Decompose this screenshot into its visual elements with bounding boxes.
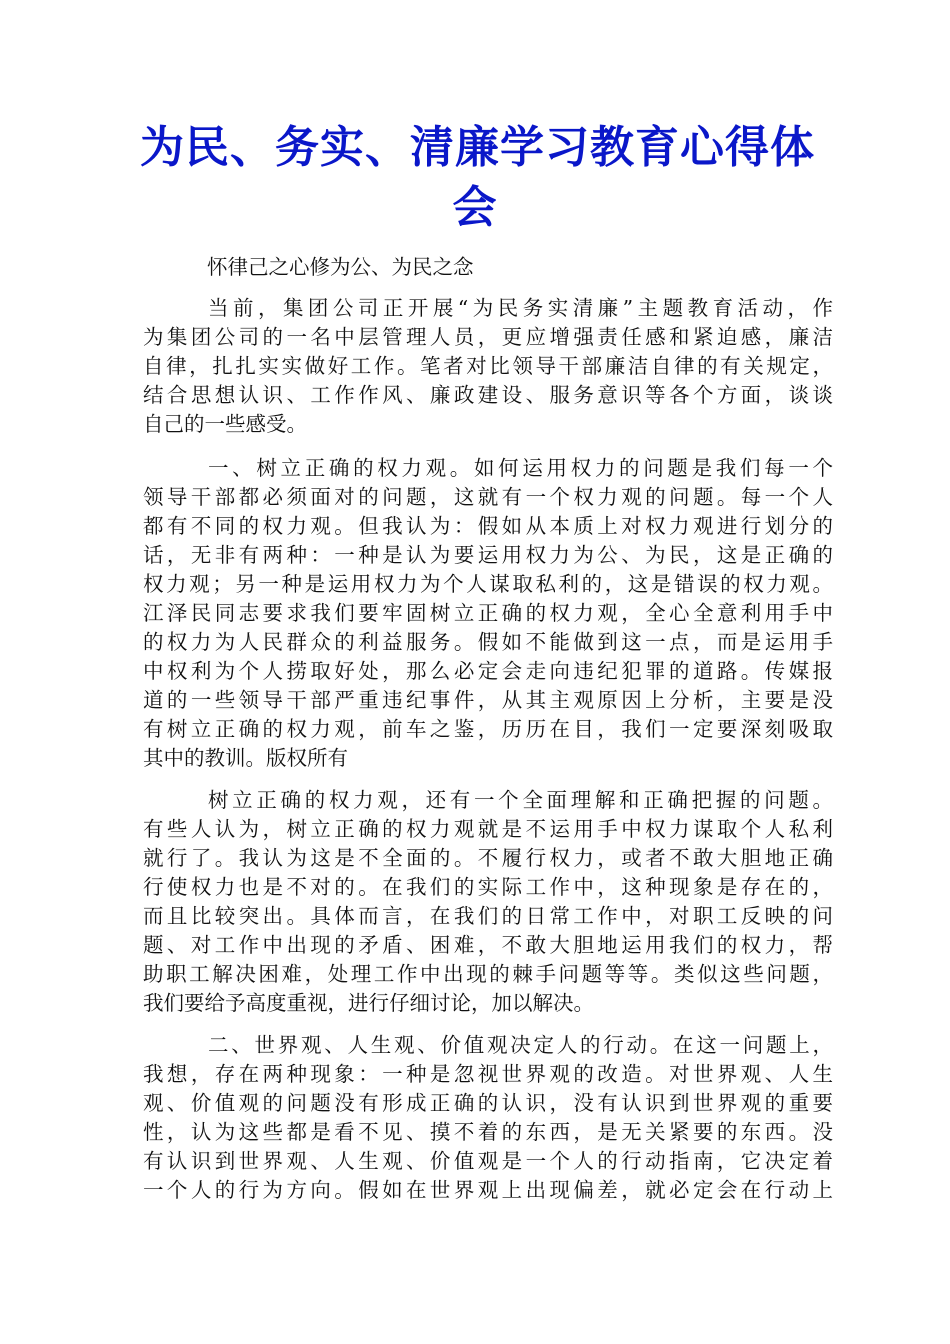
text-line: 二、世界观、人生观、价值观决定人的行动。在这一问题上， [208,1033,833,1057]
text-line: 领导干部都必须面对的问题，这就有一个权力观的问题。每一个人 [143,485,833,509]
text-line: 有认识到世界观、人生观、价值观是一个人的行动指南，它决定着 [143,1149,833,1173]
text-line: 行使权力也是不对的。在我们的实际工作中，这种现象是存在的， [143,875,833,899]
text-line: 当前，集团公司正开展“为民务实清廉”主题教育活动，作 [208,296,833,320]
paragraph-4 [143,1031,833,1205]
text-line: 有树立正确的权力观，前车之鉴，历历在目，我们一定要深刻吸取 [143,717,833,741]
text-line: 江泽民同志要求我们要牢固树立正确的权力观，全心全意利用手中 [143,601,833,625]
text-line: 性，认为这些都是看不见、摸不着的东西，是无关紧要的东西。没 [143,1120,833,1144]
text-line: 为集团公司的一名中层管理人员，更应增强责任感和紧迫感，廉洁 [143,325,833,349]
document-title [140,118,815,238]
text-line: 中权利为个人捞取好处，那么必定会走向违纪犯罪的道路。传媒报 [143,659,833,683]
title-line: 会 [452,182,498,233]
text-line: 有些人认为，树立正确的权力观就是不运用手中权力谋取个人私利 [143,817,833,841]
text-line: 一、树立正确的权力观。如何运用权力的问题是我们每一个 [208,456,833,480]
text-line: 我们要给予高度重视，进行仔细讨论，加以解决。 [143,991,594,1015]
text-line: 而且比较突出。具体而言，在我们的日常工作中，对职工反映的问 [143,904,833,928]
text-line: 都有不同的权力观。但我认为：假如从本质上对权力观进行划分的 [143,514,833,538]
text-line: 自律，扎扎实实做好工作。笔者对比领导干部廉洁自律的有关规定， [143,354,833,378]
paragraph-3 [143,786,833,1018]
text-line: 助职工解决困难，处理工作中出现的棘手问题等等。类似这些问题， [143,962,833,986]
text-line: 其中的教训。版权所有 [143,746,348,770]
paragraph-2 [143,454,833,773]
text-line: 结合思想认识、工作作风、廉政建设、服务意识等各个方面，谈谈 [143,383,833,407]
text-line: 道的一些领导干部严重违纪事件，从其主观原因上分析，主要是没 [143,688,833,712]
text-line: 观、价值观的问题没有形成正确的认识，没有认识到世界观的重要 [143,1091,833,1115]
text-line: 权力观；另一种是运用权力为个人谋取私利的，这是错误的权力观。 [143,572,833,596]
text-line: 的权力为人民群众的利益服务。假如不能做到这一点，而是运用手 [143,630,833,654]
text-line: 题、对工作中出现的矛盾、困难，不敢大胆地运用我们的权力，帮 [143,933,833,957]
document-subtitle: 怀律己之心修为公、为民之念 [207,255,474,279]
text-line: 话，无非有两种：一种是认为要运用权力为公、为民，这是正确的 [143,543,833,567]
text-line: 一个人的行为方向。假如在世界观上出现偏差，就必定会在行动上 [143,1178,833,1202]
paragraph-1 [143,294,833,439]
title-line: 为民、务实、清廉学习教育心得体 [140,122,815,173]
text-line: 我想，存在两种现象：一种是忽视世界观的改造。对世界观、人生 [143,1062,833,1086]
text-line: 就行了。我认为这是不全面的。不履行权力，或者不敢大胆地正确 [143,846,833,870]
text-line: 树立正确的权力观，还有一个全面理解和正确把握的问题。 [208,788,833,812]
text-line: 自己的一些感受。 [143,412,307,436]
